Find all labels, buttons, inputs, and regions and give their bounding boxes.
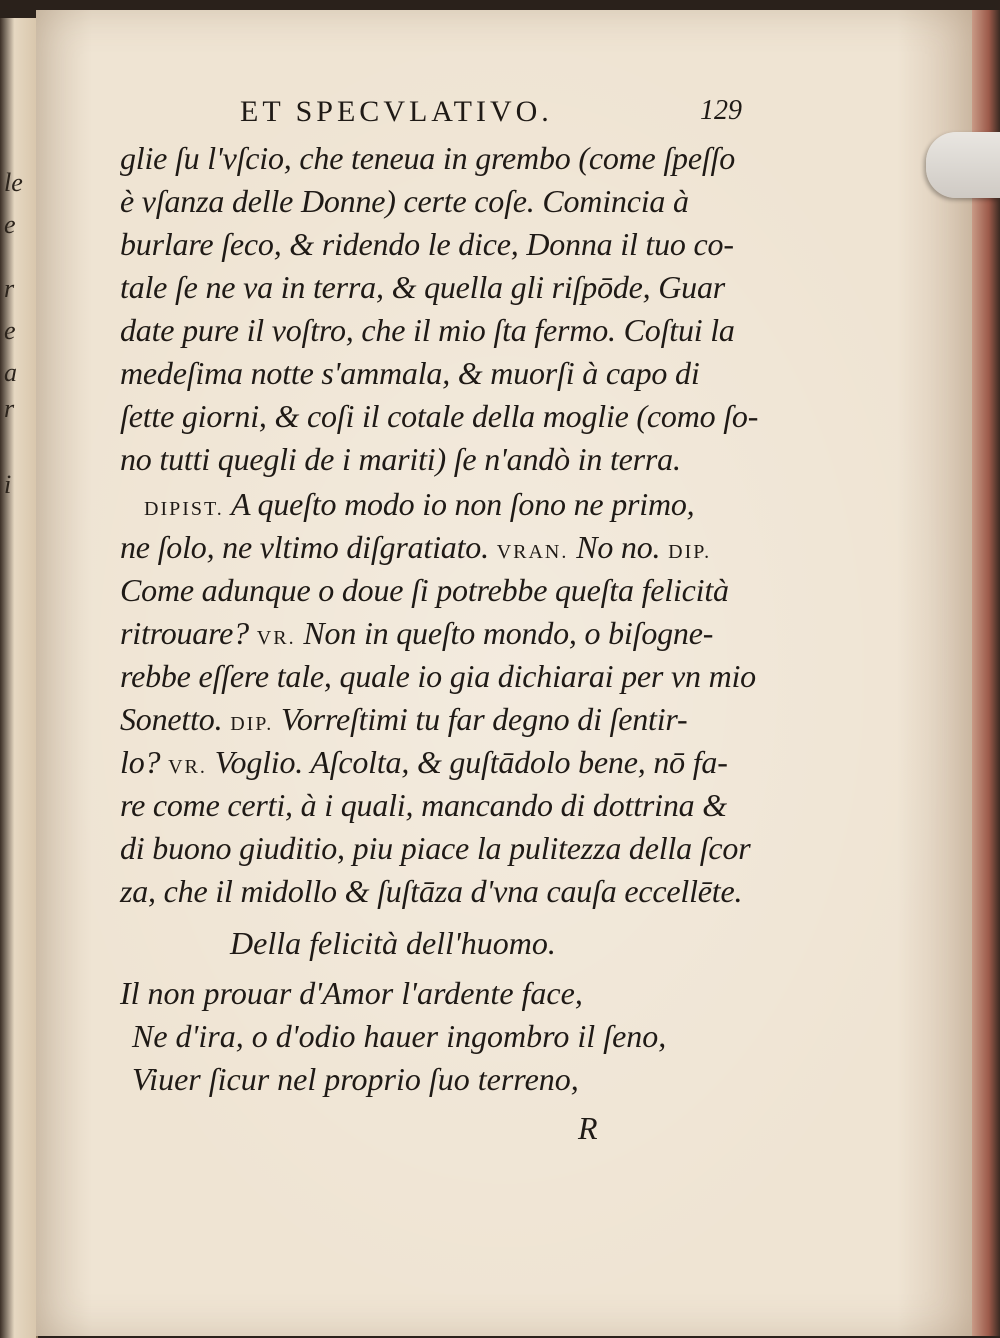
running-head: ET SPECVLATIVO. — [240, 95, 553, 128]
dialogue-text: re come certi, à i quali, mancando di dottrina & — [120, 787, 727, 823]
dialogue-line — [120, 658, 756, 695]
speaker-label: VRAN. — [496, 541, 569, 563]
dialogue-line — [144, 486, 695, 523]
verse-line: Viuer ſicur nel proprio ſuo terreno, — [132, 1061, 579, 1097]
dialogue-text: Vorreſtimi tu far degno di ſentir- — [281, 701, 688, 737]
page-tab-clip — [926, 132, 1000, 198]
dialogue-text: Sonetto. — [120, 701, 223, 737]
dialogue-line — [120, 529, 711, 566]
dialogue-text: za, che il midollo & ſuſtāza d'vna cauſa eccellēte. — [120, 873, 743, 909]
dialogue-line — [120, 701, 688, 738]
text-line: no tutti quegli de i mariti) ſe n'andò in terra. — [120, 441, 681, 477]
dialogue-text: rebbe eſſere tale, quale io gia dichiarai per vn mio — [120, 658, 756, 694]
text-line: burlare ſeco, & ridendo le dice, Donna il tuo co- — [120, 226, 734, 262]
speaker-label: DIPIST. — [144, 498, 224, 520]
text-line: è vſanza delle Donne) certe coſe. Comincia à — [120, 183, 689, 219]
dialogue-line — [120, 744, 728, 781]
facing-page-edge — [0, 18, 38, 1338]
margin-mark: e — [4, 316, 16, 345]
margin-mark: i — [4, 470, 12, 499]
speaker-label: VR. — [256, 627, 296, 649]
dialogue-text: No no. — [576, 529, 661, 565]
dialogue-text: Non in queſto mondo, o biſogne- — [303, 615, 714, 651]
margin-mark: e — [4, 210, 16, 239]
text-line: glie ſu l'vſcio, che teneua in grembo (come ſpeſſo — [120, 140, 736, 176]
text-line: medeſima notte s'ammala, & muorſi à capo di — [120, 355, 700, 391]
speaker-label: DIP. — [668, 541, 712, 563]
text-line: ſette giorni, & coſi il cotale della moglie (como ſo- — [120, 398, 759, 434]
page-number: 129 — [700, 95, 742, 126]
dialogue-text: Voglio. Aſcolta, & guſtādolo bene, nō fa- — [214, 744, 728, 780]
catchword: R — [578, 1110, 598, 1146]
dialogue-line — [120, 572, 729, 609]
speaker-label: VR. — [168, 756, 207, 778]
dialogue-text: ne ſolo, ne vltimo diſgratiato. — [120, 529, 489, 565]
margin-mark: a — [4, 358, 17, 387]
speaker-label: DIP. — [230, 713, 274, 735]
dialogue-line — [120, 873, 742, 910]
dialogue-text: di buono giuditio, piu piace la pulitezza della ſcor — [120, 830, 751, 866]
verse-line: Il non prouar d'Amor l'ardente face, — [120, 975, 583, 1011]
page-fore-edge — [972, 10, 1000, 1336]
margin-mark: r — [4, 274, 15, 303]
text-line: date pure il voſtro, che il mio ſta fermo. Coſtui la — [120, 312, 735, 348]
dialogue-text: lo? — [120, 744, 161, 780]
text-line: tale ſe ne va in terra, & quella gli riſpōde, Guar — [120, 269, 726, 305]
dialogue-text: ritrouare? — [120, 615, 249, 651]
verse-line: Ne d'ira, o d'odio hauer ingombro il ſeno, — [132, 1018, 667, 1054]
section-title: Della felicità dell'huomo. — [230, 925, 556, 961]
dialogue-line — [120, 787, 727, 824]
dialogue-line — [120, 830, 750, 867]
dialogue-text: Come adunque o doue ſi potrebbe queſta felicità — [120, 572, 729, 608]
margin-mark: r — [4, 394, 15, 423]
margin-mark: le — [4, 168, 23, 197]
dialogue-text: A queſto modo io non ſono ne primo, — [230, 486, 695, 522]
dialogue-line — [120, 615, 713, 652]
